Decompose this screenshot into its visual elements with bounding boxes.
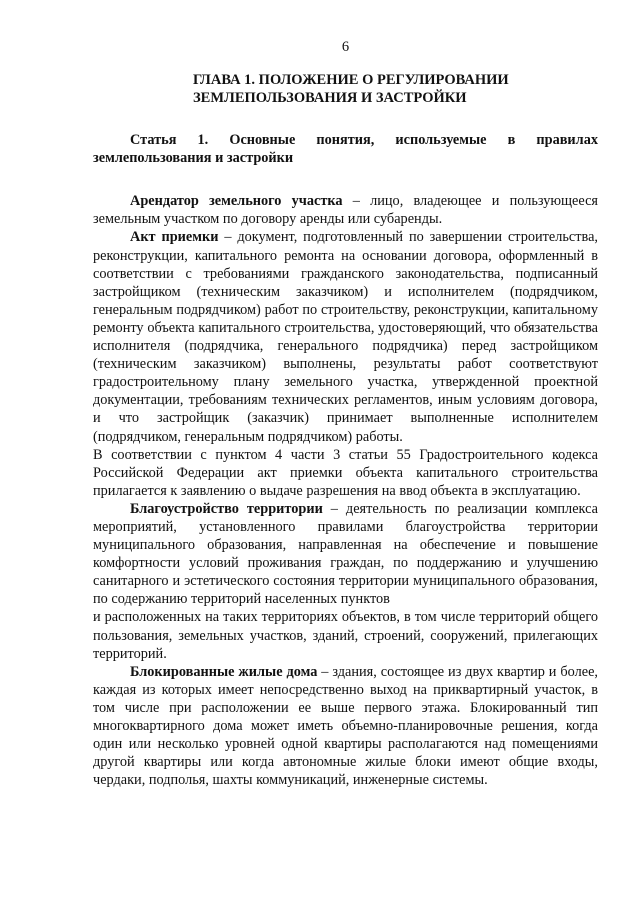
article-title [93, 131, 598, 167]
definition-text: – здания, состоящее из двух квартир и более, каждая из которых имеет непосредственно выход на приквартирный участок, в том числе при расположении ее выше первого этажа. Блокированный тип многоквартирного дома может иметь объемно-планировочные решения, когда один или несколько уровней одной квартиры располагаются над помещениями другой квартиры или когда автономные жилые блоки имеют общие входы, чердаки, подполья, шахты коммуникаций, инженерные системы. [93, 663, 599, 789]
chapter-title-line-1: ГЛАВА 1. ПОЛОЖЕНИЕ О РЕГУЛИРОВАНИИ [193, 72, 509, 89]
definition-continuation: и расположенных на таких территориях объектов, в том числе территорий общего пользования, земельных участков, зданий, строений, сооружений, прилегающих территорий. [93, 609, 598, 662]
definition-text: – документ, подготовленный по завершении строительства, реконструкции, капитального ремонта на основании договора, оформленный в соответствии с требованиями гражданского законодательства, подписанный застройщиком (техническим заказчиком) и исполнителем (подрядчиком, генеральным подрядчиком) работ по строительству, реконструкции, капитальному ремонту объекта капитального строительства, удостоверяющий, что обязательства исполнителя (подрядчика, генерального подрядчика) перед застройщиком (техническим заказчиком) выполнены, результаты работ соответствуют градостроительному плану земельного участка, утвержденной проектной документации, требованиям технических регламентов, иным условиям договора, и что застройщик (заказчик) принимает выполненные исполнителем (подрядчиком, генеральным подрядчиком) работы. [93, 229, 598, 445]
definition-text: – деятельность по реализации комплекса мероприятий, установленного правилами благоустройства территории муниципального образования, направленная на обеспечение и повышение комфортности условий проживания граждан, по поддержанию и улучшению санитарного и эстетического состояния территории муниципального образования, по содержанию территорий населенных пунктов [93, 500, 598, 608]
chapter-title-line-2: ЗЕМЛЕПОЛЬЗОВАНИЯ И ЗАСТРОЙКИ [193, 90, 467, 107]
definition-paragraph-blokirovannye [93, 663, 598, 790]
article-title-line-2: землепользования и застройки [93, 150, 294, 167]
chapter-title [93, 71, 598, 107]
definition-continuation: В соответствии с пунктом 4 части 3 статьи 55 Градостроительного кодекса Российской Федерации акт приемки объекта капитального строительства прилагается к заявлению о выдаче разрешения на ввод объекта в эксплуатацию. [93, 446, 598, 499]
definition-term: Благоустройство территории [130, 500, 323, 517]
definition-paragraph-blagoustroystvo [93, 500, 598, 609]
article-title-line-1: Статья 1. Основные понятия, используемые в правилах [130, 132, 598, 149]
definition-term: Блокированные жилые дома [130, 663, 318, 680]
definition-paragraph-arendator [93, 192, 598, 228]
definition-term: Арендатор земельного участка [130, 193, 343, 210]
definition-paragraph-akt-priemki [93, 228, 598, 445]
page-number: 6 [341, 39, 350, 55]
definition-term: Акт приемки [130, 229, 219, 246]
definition-text: – лицо, владеющее и пользующееся земельным участком по договору аренды или субаренды. [93, 193, 598, 228]
